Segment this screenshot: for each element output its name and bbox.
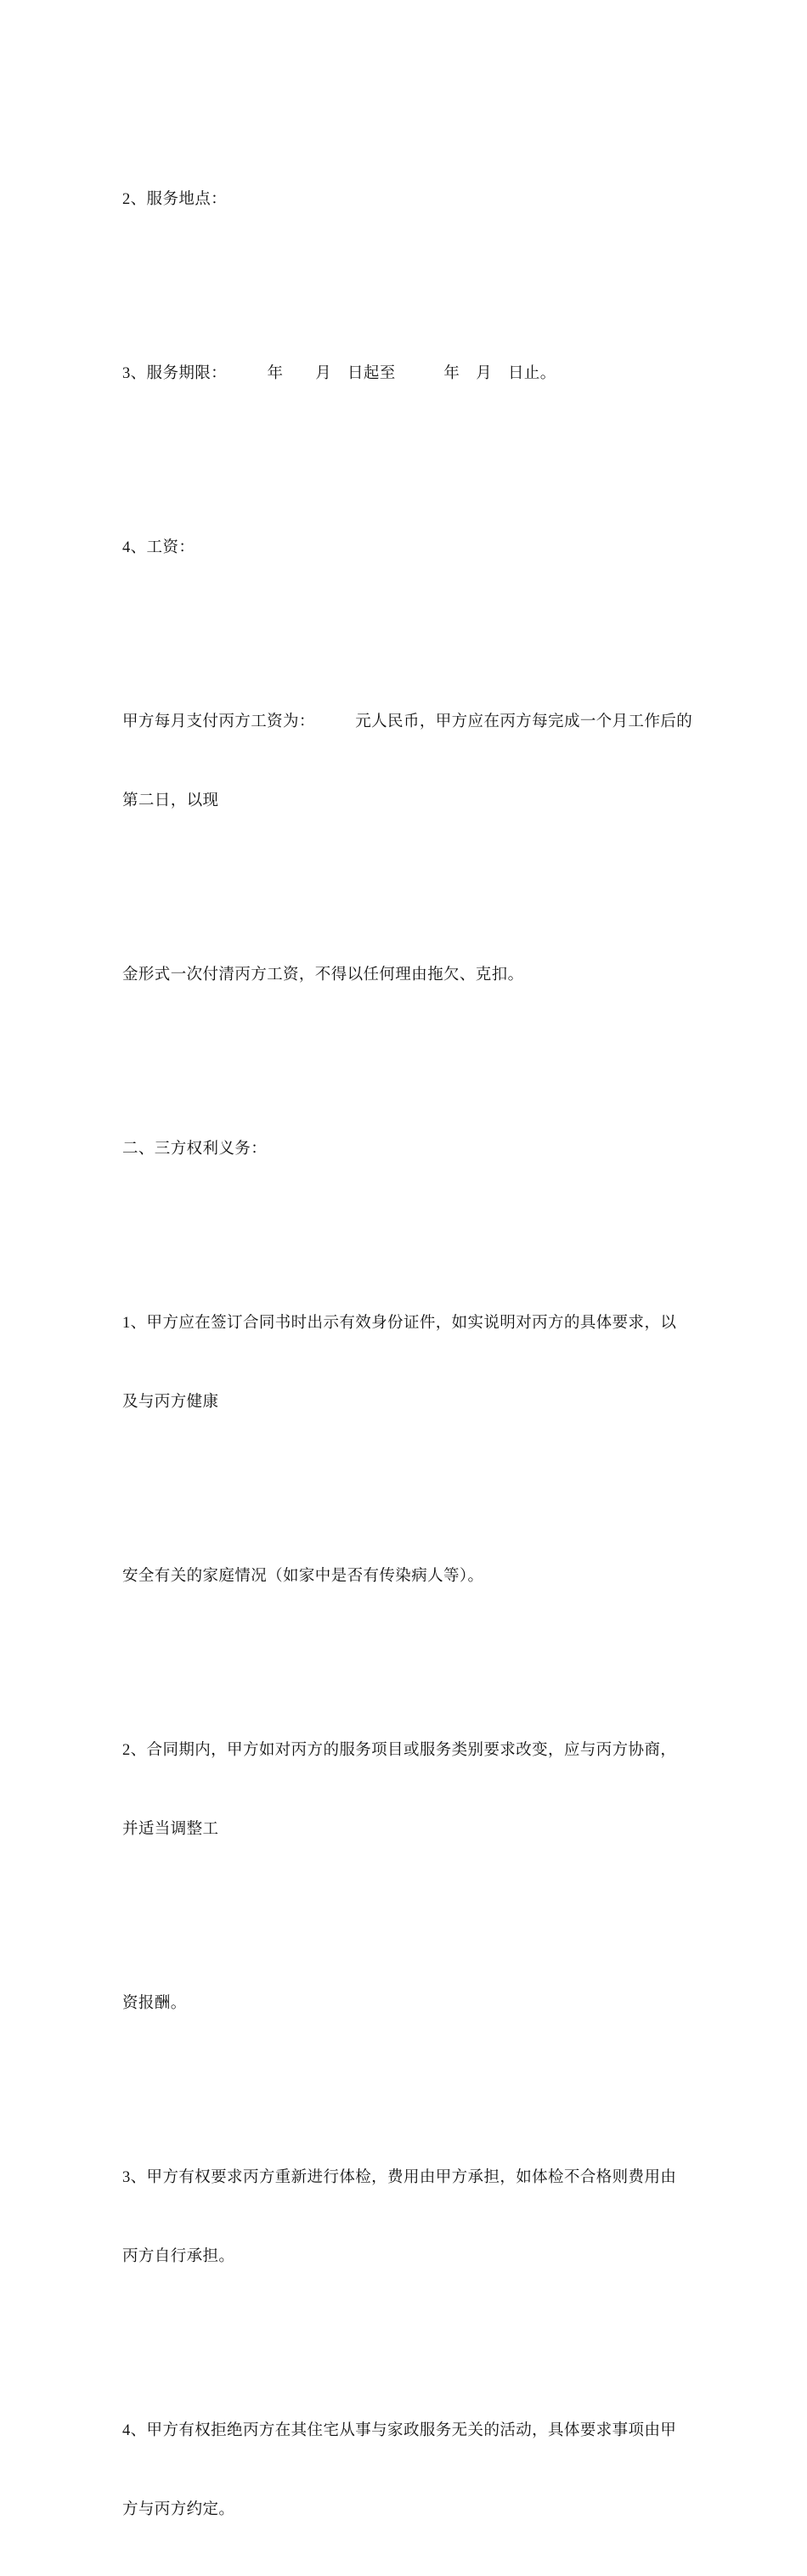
paragraph-obligation-3	[122, 2112, 705, 2323]
paragraph-line: 并适当调整工	[122, 1821, 219, 1838]
paragraph-line: 资报酬。	[122, 1995, 187, 2012]
paragraph-line: 2、合同期内，甲方如对丙方的服务项目或服务类别要求改变，应与丙方协商，	[122, 1742, 677, 1759]
paragraph-line: 4、甲方有权拒绝丙方在其住宅从事与家政服务无关的活动，具体要求事项由甲	[122, 2422, 677, 2439]
paragraph-wage-payment-cont	[122, 910, 705, 1041]
paragraph-line: 方与丙方约定。	[122, 2501, 235, 2518]
paragraph-line: 1、甲方应在签订合同书时出示有效身份证件，如实说明对丙方的具体要求，以	[122, 1315, 677, 1332]
paragraph-line: 甲方每月支付丙方工资为： 元人民币，甲方应在丙方每完成一个月工作后的	[122, 713, 693, 730]
paragraph-line: 3、服务期限： 年 月 日起至 年 月 日止。	[122, 365, 556, 382]
paragraph-wage-heading	[122, 482, 705, 614]
paragraph-line: 丙方自行承担。	[122, 2248, 235, 2265]
paragraph-line: 金形式一次付清丙方工资，不得以任何理由拖欠、克扣。	[122, 967, 524, 984]
paragraph-service-location	[122, 134, 705, 266]
paragraph-section-two-heading	[122, 1084, 705, 1215]
paragraph-obligation-1-cont	[122, 1511, 705, 1643]
paragraph-obligation-1	[122, 1258, 705, 1468]
paragraph-obligation-2	[122, 1685, 705, 1896]
paragraph-obligation-2-cont	[122, 1938, 705, 2070]
paragraph-line: 4、工资：	[122, 539, 195, 556]
paragraph-line: 及与丙方健康	[122, 1394, 219, 1411]
paragraph-service-term	[122, 308, 705, 440]
paragraph-obligation-4	[122, 2365, 705, 2576]
paragraph-line: 第二日，以现	[122, 792, 219, 809]
paragraph-line: 安全有关的家庭情况（如家中是否有传染病人等）。	[122, 1568, 484, 1585]
paragraph-line: 二、三方权利义务：	[122, 1141, 268, 1158]
paragraph-line: 2、服务地点：	[122, 191, 228, 208]
paragraph-wage-payment	[122, 657, 705, 867]
paragraph-line: 3、甲方有权要求丙方重新进行体检，费用由甲方承担，如体检不合格则费用由	[122, 2169, 677, 2186]
